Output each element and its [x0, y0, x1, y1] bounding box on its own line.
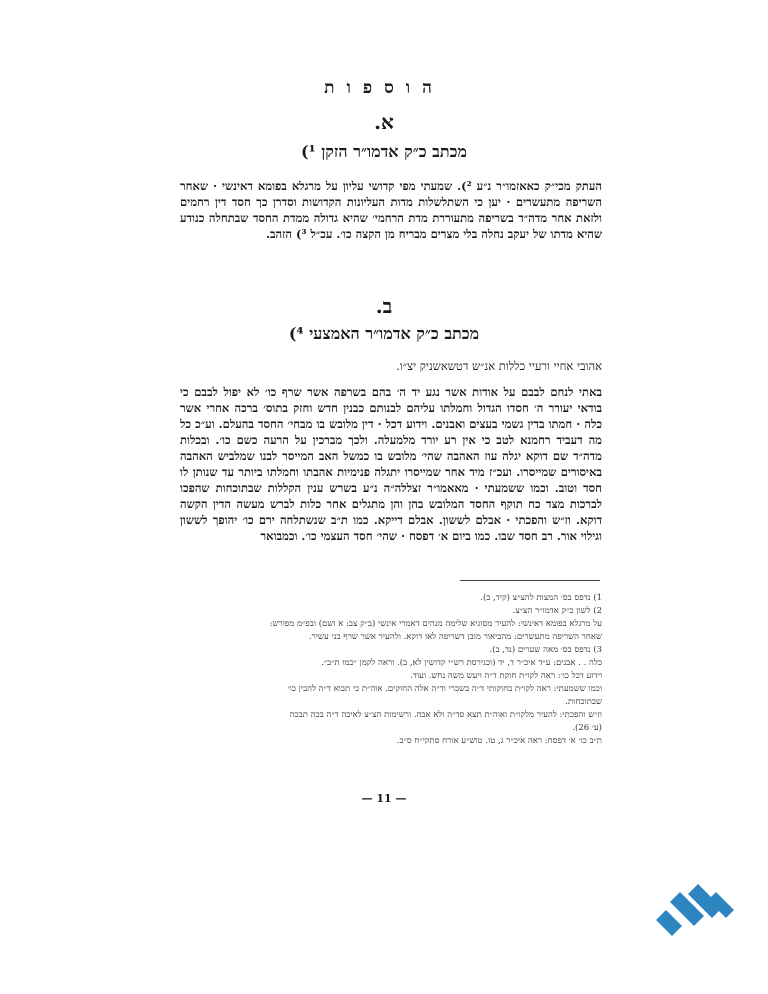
footnote-line: כלה . . אבנים: ע״ד איכ״ר ד, יד (וכגירסת רש״י קדושין לא, ב). וראה לקמן ״כמו ת״ב״. — [321, 658, 602, 668]
stripes-logo-icon — [652, 880, 736, 940]
footnote-line: ת״ב כו׳ א׳ דפסח: ראה איכ״ר ג, טו. טוש״ע אורח סתקי״ח ס״ב. — [396, 736, 602, 746]
footnote-line: שבתוכחות. — [565, 697, 602, 707]
section-a-body: העתק מכי״ק כאאזמו״ר נ״ע ²). שמעתי מפי קדושי עליון על מרגלא בפומא דאינשי · שאחר השריפה מתעשרים · יען כי השתלשלות מדות העליונות הקדושות וסדרן כך חסד דין רחמים ולזאת אחר מדה״ד בשריפה מתעוררת מדת הרחמי׳ שהיא גדולה ממדת החסד שבתחלה כנודע שהיא מדתו של יעקב נחלה בלי מצרים מבריח מן הקצה כו׳. עכ״ל ³) הזהב. — [180, 179, 602, 241]
footnote-line: וכמו ששמעתי: ראה לקו״ת בחוקותי ד״ה בשברי וד״ה אלה החוקים. אוה״ת כי תבוא ד״ה להבין כו׳ — [287, 684, 602, 694]
section-a-letter: א. — [374, 110, 394, 134]
footnote-line: 2) לשון כ״ק אדמו״ר הצ״צ. — [512, 606, 602, 616]
footnote-line: (ע׳ 26). — [572, 723, 602, 733]
footnote-line: 1) נדפס בס׳ המצות להצ״צ (קיד, ב). — [480, 593, 602, 603]
footnote-line: וז״ש והפכתי: להעיר מלקו״ת ואוה״ת תצא סד״ה ולא אבה. ורשימות הצ״צ לאיכה ד״ה בכה תבכה — [289, 710, 602, 720]
footnote-divider — [460, 580, 600, 581]
footnote-line: וידוע דכל כו׳: ראה לקו״ת חוקת ד״ה ויעש משה נחש. ועוד. — [410, 671, 602, 681]
page-title: הוספות — [324, 78, 444, 98]
section-b-body: באתי לנחם לבבם על אודות אשר נגע יד ה׳ בהם בשרפה אשר שרף כו׳ לא יפול לבבם כי בודאי יעורר ה׳ חסדו הגדול וחמלתו עליהם לבנותם כבנין חדש וחזק בתוס׳ ברכה אחרי אשר כלה · חמתו בדין גשמי בעצים ואבנים. וידוע דכל · דין מלובש בו מבחי׳ החסד בהעלם. וע״כ כל מה דעביד רחמנא לטב כי אין רע יורד מלמעלה. ולכך מברכין על הרעה כשם כו׳. ובכלות מדה״ד שם דוקא יגלה עוז האהבה שהי׳ מלובש בו כמשל האב המייסר לבנו שמלביש האהבה באיסורים שמייסרו. ועכ״ז מיד אחר שמייסרו יתגלה פנימיות אהבתו וחמלתו ביותר עד שנותן לו חסד וטוב. וכמו ששמעתי · מאאמו״ר זצללה״ה נ״ע בשרש ענין הקללות שבתוכחות שהפכו לברכות מצד כח תוקף החסד המלובש בהן והן מתגלים אחר כלות לברש מעשה הדין הקשה דוקא. וז״ש והפכתי · אבלם לששון. אבלם דייקא. כמו ת״ב שנשתלחה ירם כו׳ יהופך לששון וגילוי אור. רב חסד שבו. כמו ביום א׳ דפסח · שהי׳ חסד העצמי כו׳. וכמבואר — [180, 385, 602, 543]
section-b-letter: ב. — [375, 294, 393, 318]
footnote-line: על מרגלא בפומא דאינשי: להעיר מסוגיא שלימה מנהים דאמרי אינשי (ב״ק צב: א ושם) ובפ״מ מפורש: — [269, 619, 602, 629]
section-b-heading: מכתב כ״ק אדמו״ר האמצעי ⁴) — [288, 324, 480, 343]
section-a-heading: מכתב כ״ק אדמו״ר הזקן ¹) — [301, 142, 467, 161]
footnote-line: שאחר השריפה מתעשרים: מהביאור מובן דשריפה לאו דוקא. ולהעיר אשר שרף בני עשיר. — [308, 632, 602, 642]
footnotes — [180, 592, 602, 748]
footnote-line: 3) נדפס בס׳ מאה שערים (נד, ב). — [489, 645, 602, 655]
page-number: — 11 — — [361, 792, 407, 805]
section-b-salutation: אהובי אחיי ורעיי כללות אנ״ש דטשאשניק יצ״ו. — [396, 359, 602, 373]
